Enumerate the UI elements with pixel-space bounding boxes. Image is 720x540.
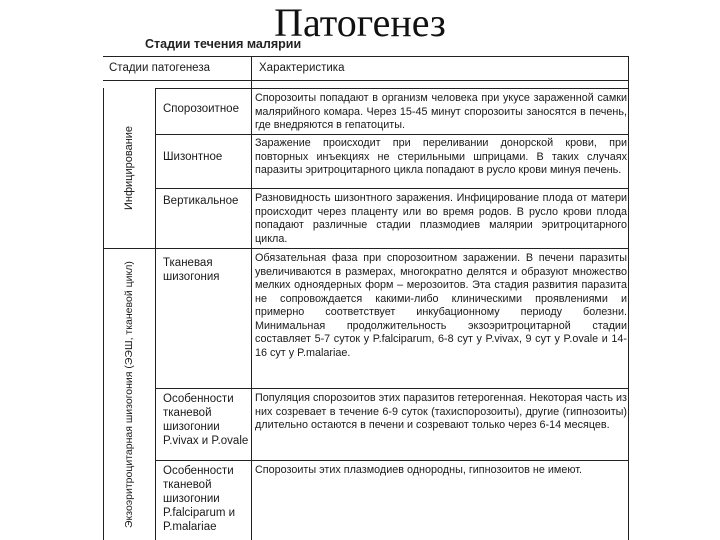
stage-vivax-ovale: Особенности тканевой шизогонии P.vivax и P.ovale (163, 393, 249, 447)
slide-title: Патогенез (274, 0, 446, 45)
desc-vertical: Разновидность шизонтного заражения. Инфицирование плода от матери происходит через плаценту или во время родов. В русло крови плода попадают различные стадии плазмодиев малярии эритроцитарного цикла. (255, 192, 627, 245)
header-rule (103, 80, 629, 81)
row-rule (155, 88, 629, 89)
scanned-table (103, 56, 633, 540)
table-top-rule (103, 56, 629, 57)
group-left-border-2 (103, 244, 104, 540)
desc-falciparum-malariae: Спорозоиты этих плазмодиев однородны, гипнозоитов не имеют. (255, 464, 582, 476)
stage-schizont: Шизонтное (163, 151, 223, 163)
group-left-border (103, 88, 104, 252)
row-rule (155, 460, 629, 461)
group-rule (103, 248, 629, 249)
desc-sporozoite: Спорозоиты попадают в организм человека при укусе зараженной самки малярийного комара. Через 15-45 минут спорозоиты заносятся в печень, где внедряются в гепатоциты. (255, 92, 627, 131)
header-characteristic: Характеристика (259, 62, 345, 74)
row-rule (155, 188, 629, 189)
stage-tissue-schizogony: Тканевая шизогония (163, 257, 220, 283)
stage-vertical: Вертикальное (163, 195, 239, 207)
row-rule (155, 134, 629, 135)
desc-tissue-schizogony: Обязательная фаза при спорозоитном заражении. В печени паразиты увеличиваются в размерах, многократно делятся и образуют множество мелких одноядерных форм – мерозоитов. Эта стадия развития паразита не сопровождается какими-либо клиническими проявлениями и примерно соответствует инкубационному периоду болезни. Минимальная продолжительность экзоэритроцитарной стадии составляет 5-7 суток у P.falciparum, 6-8 сут у P.vivax, 9 сут у P.ovale и 14-16 сут у P.malariae. (255, 252, 627, 359)
table-caption: Стадии течения малярии (145, 37, 302, 51)
header-stages: Стадии патогенеза (109, 62, 210, 74)
group-exoerythrocytic: Экзоэритроцитарная шизогония (ЭЭШ, тканевой цикл) (123, 261, 135, 529)
desc-schizont: Заражение происходит при переливании донорской крови, при повторных инъекциях не стерильными шприцами. В таких случаях паразиты эритроцитарного цикла попадают в русло крови минуя печень. (255, 137, 627, 176)
stage-sporozoite: Спорозоитное (163, 103, 239, 115)
table-right-border (628, 56, 629, 540)
column-divider (251, 56, 252, 540)
row-rule (155, 388, 629, 389)
desc-vivax-ovale: Популяция спорозоитов этих паразитов гетерогенная. Некоторая часть из них созревает в течение 6-9 суток (тахиспорозоиты), другие (гипнозоиты) длительно остаются в печени и созревают только через 6-14 месяцев. (255, 392, 627, 431)
stage-falciparum-malariae: Особенности тканевой шизогонии P.falciparum и P.malariae (163, 465, 236, 533)
group-infection: Инфицирование (123, 125, 135, 211)
stage-left-border (155, 88, 156, 540)
